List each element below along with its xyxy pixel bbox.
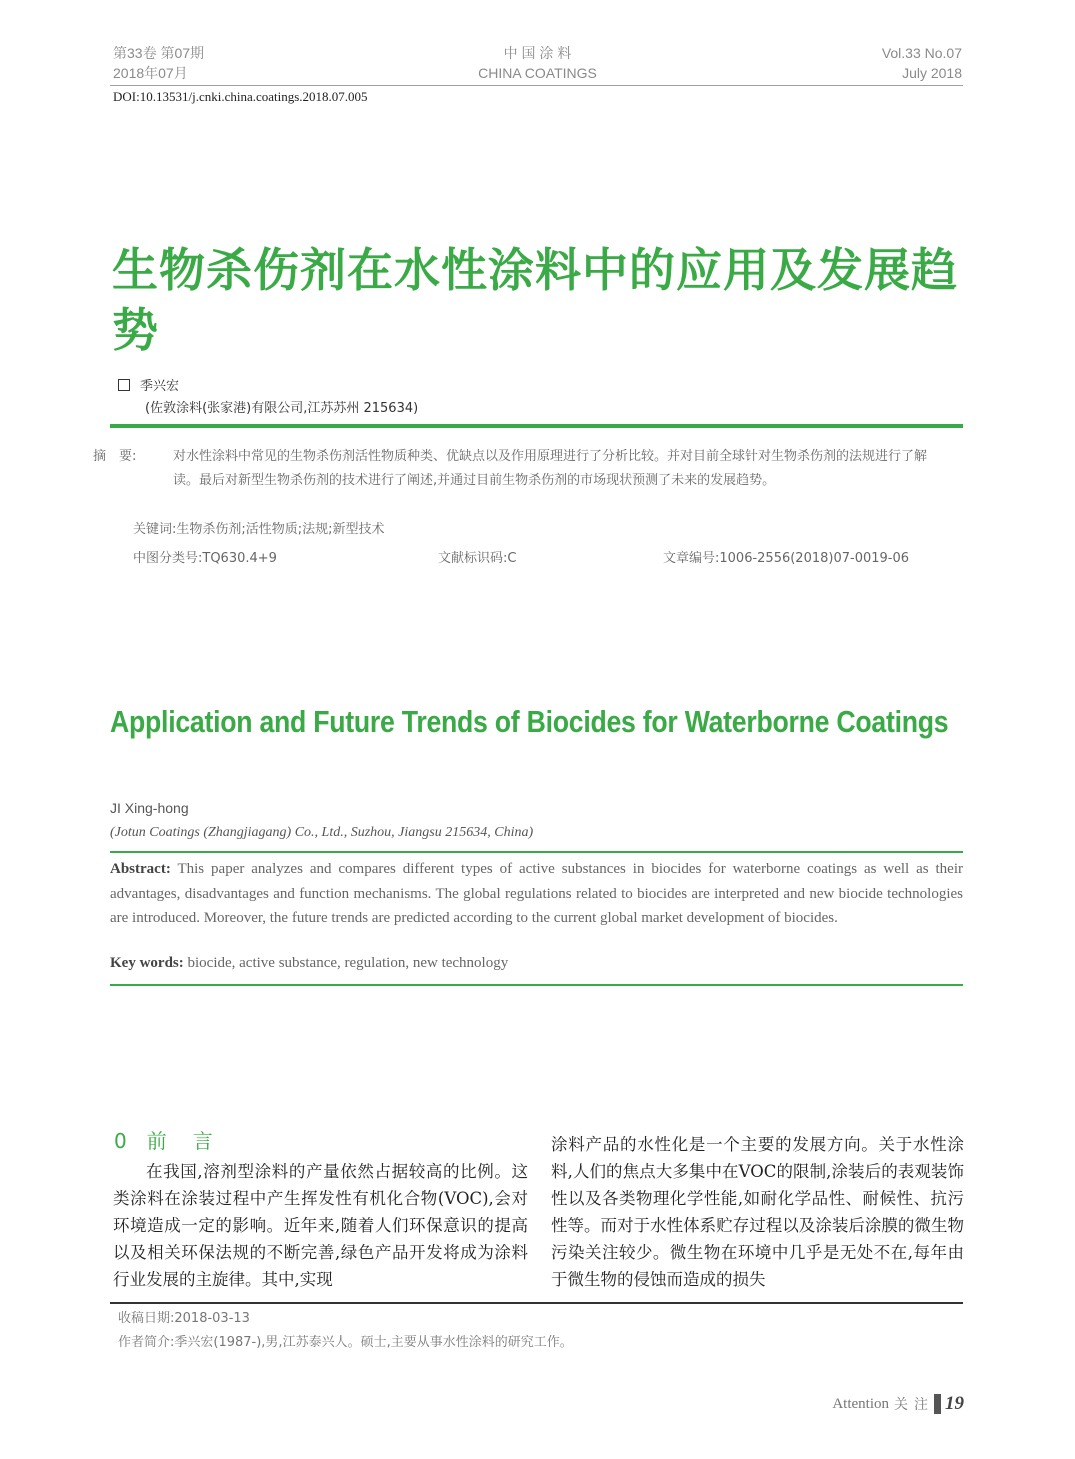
keywords-label-cn: 关键词: xyxy=(133,522,177,537)
header-divider xyxy=(110,85,963,86)
date-en: July 2018 xyxy=(902,65,962,81)
abstract-text-cn: 对水性涂料中常见的生物杀伤剂活性物质种类、优缺点以及作用原理进行了分析比较。并对目前全球针对生物杀伤剂的法规进行了解读。最后对新型生物杀伤剂的技术进行了阐述,并通过目前生物杀伤剂的市场现状预测了未来的发展趋势。 xyxy=(173,449,928,488)
keywords-cn xyxy=(133,518,385,537)
author-affiliation-cn: (佐敦涂料(张家港)有限公司,江苏苏州 215634) xyxy=(145,401,419,416)
body-paragraph: 在我国,溶剂型涂料的产量依然占据较高的比例。这类涂料在涂装过程中产生挥发性有机化合物(VOC),会对环境造成一定的影响。近年来,随着人们环保意识的提高以及相关环保法规的不断完善,绿色产品开发将成为涂料行业发展的主旋律。其中,实现 xyxy=(113,1162,528,1289)
doi: DOI:10.13531/j.cnki.china.coatings.2018.07.005 xyxy=(113,89,368,104)
abstract-cn xyxy=(93,445,933,493)
journal-name-en: CHINA COATINGS xyxy=(478,65,597,81)
keywords-en xyxy=(110,955,508,972)
column-name-en: Attention xyxy=(832,1395,889,1412)
column-name-cn: 关注 xyxy=(894,1397,934,1413)
body-column-left xyxy=(113,1158,528,1293)
clc-number: 中图分类号:TQ630.4+9 xyxy=(133,551,277,566)
section-title-char1: 前 xyxy=(146,1129,167,1153)
body-paragraph: 涂料产品的水性化是一个主要的发展方向。关于水性涂料,人们的焦点大多集中在VOC的限制,涂装后的表观装饰性以及各类物理化学性能,如耐化学品性、耐候性、抗污性等。而对于水性体系贮存过程以及涂装后涂膜的微生物污染关注较少。微生物在环境中几乎是无处不在,每年由于微生物的侵蚀而造成的损失 xyxy=(551,1135,964,1289)
author-bio: 作者简介:季兴宏(1987-),男,江苏泰兴人。硕士,主要从事水性涂料的研究工作。 xyxy=(118,1335,573,1350)
author-name-cn: 季兴宏 xyxy=(140,379,180,394)
section-heading xyxy=(114,1125,213,1154)
abstract-text-en: This paper analyzes and compares different types of active substances in biocides for waterborne coatings as well as their advantages, disadvantages and function mechanisms. The global regulations related to biocides are interpreted and new biocide technologies are introduced. Moreover, the future trends are predicted according to the current global market development of biocides. xyxy=(110,861,963,926)
keywords-label-en: Key words: xyxy=(110,955,184,971)
abstract-label-cn: 摘 要: xyxy=(93,449,137,464)
article-number: 文章编号:1006-2556(2018)07-0019-06 xyxy=(663,551,910,566)
title-cn: 生物杀伤剂在水性涂料中的应用及发展趋势 xyxy=(112,243,958,357)
journal-name-cn: 中 国 涂 料 xyxy=(503,45,572,61)
running-header-right xyxy=(882,43,962,83)
volume-issue-cn: 第33卷 第07期 xyxy=(113,45,205,61)
footnote-divider xyxy=(110,1302,963,1304)
title-en-text: Application and Future Trends of Biocides for Waterborne Coatings xyxy=(110,704,949,739)
document-code: 文献标识码:C xyxy=(438,551,517,566)
section-title-char2: 言 xyxy=(192,1129,213,1153)
page-marker-bar xyxy=(934,1394,941,1414)
keywords-text-cn: 生物杀伤剂;活性物质;法规;新型技术 xyxy=(176,522,385,537)
square-bullet-icon xyxy=(118,379,130,391)
page-number: 19 xyxy=(945,1393,964,1414)
page-footer xyxy=(832,1393,964,1415)
author-affiliation-en: (Jotun Coatings (Zhangjiagang) Co., Ltd., Suzhou, Jiangsu 215634, China) xyxy=(110,825,534,840)
volume-issue-en: Vol.33 No.07 xyxy=(881,45,962,61)
abstract-en xyxy=(110,857,963,931)
title-divider xyxy=(110,424,963,428)
section-number: 0 xyxy=(114,1129,127,1153)
received-date: 收稿日期:2018-03-13 xyxy=(118,1311,250,1326)
abstract-en-bottom-divider xyxy=(110,984,963,986)
abstract-en-top-divider xyxy=(110,851,963,853)
author-name-en: JI Xing-hong xyxy=(110,800,189,816)
author-block-cn xyxy=(118,376,418,420)
title-en xyxy=(110,698,970,746)
date-cn: 2018年07月 xyxy=(113,65,188,81)
abstract-label-en: Abstract: xyxy=(110,861,171,877)
body-column-right xyxy=(551,1131,964,1293)
keywords-text-en: biocide, active substance, regulation, new technology xyxy=(183,955,509,971)
